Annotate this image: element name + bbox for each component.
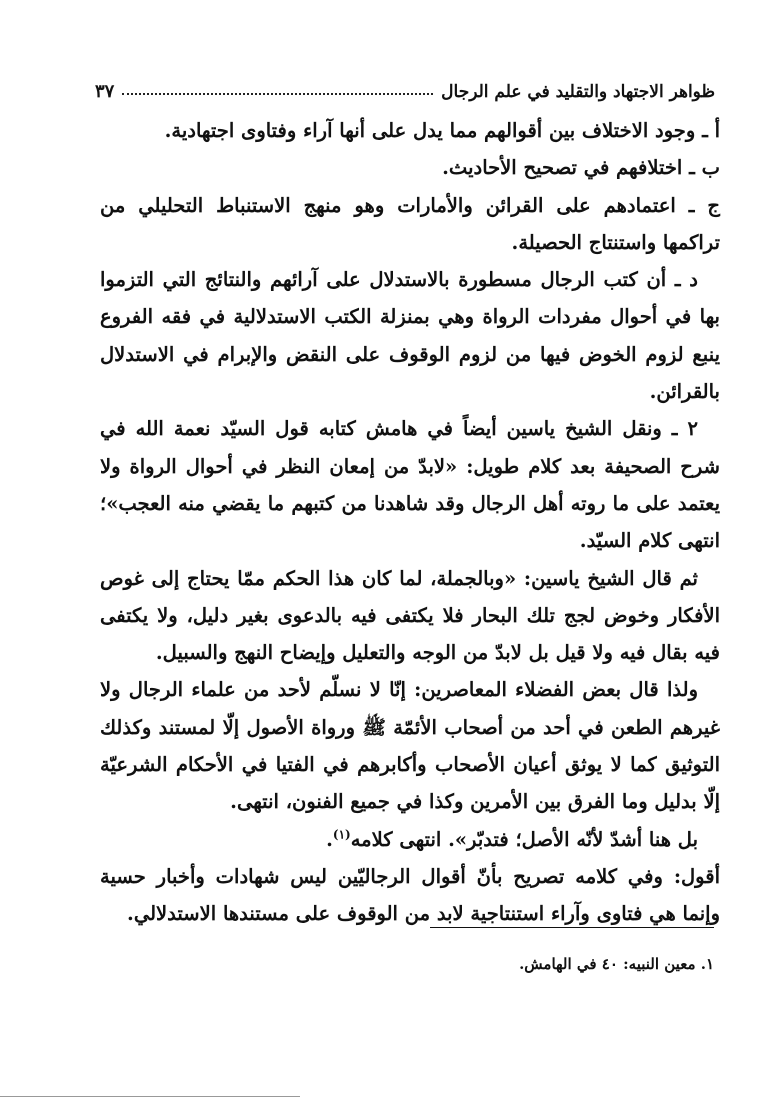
conclusion-lead: أقول: [673,864,720,888]
paragraph-closing [100,821,720,858]
paragraph-conclusion [100,858,720,933]
closing-text: بل هنا أشدّ لأنّه الأصل؛ فتدبّر». انتهى كلامه [350,827,698,851]
running-header [95,72,715,102]
main-text [100,112,720,933]
paragraph-yasin-quote: ثم قال الشيخ ياسين: «وبالجملة، لما كان هذا الحكم ممّا يحتاج إلى غوص الأفكار وخوض لجج تلك البحار فلا يكتفى فيه بالدعوى بغير دليل، ولا يكتفى فيه بقال فيه ولا قيل بل لابدّ من الوجه والتعليل وإيضاح النهج والسبيل. [100,566,720,665]
conclusion-text: وفي كلامه تصريح بأنّ أقوال الرجاليّين ليس شهادات وأخبار حسية وإنما هي فتاوى وآراء استنتاجية لابد من الوقوف على مستندها الاستدلالي. [100,864,720,926]
scan-edge-line [0,1096,300,1097]
footnote-reference[interactable]: (١) [332,827,351,842]
closing-end: . [326,827,333,851]
header-title: ظواهر الاجتهاد والتقليد في علم الرجال [441,82,715,102]
paragraph-b: ب ـ اختلافهم في تصحيح الأحاديث. [442,156,720,180]
footnote-separator [430,927,714,928]
paragraph-a: أ ـ وجود الاختلاف بين أقوالهم مما يدل على أنها آراء وفتاوى اجتهادية. [164,119,720,142]
page-number: ٣٧ [95,81,115,102]
paragraph-2: ٢ ـ ونقل الشيخ ياسين أيضاً في هامش كتابه قول السيّد نعمة الله في شرح الصحيفة بعد كلام طويل: «لابدّ من إمعان النظر في أحوال الرواة ولا يعتمد على ما روته أهل الرجال وقد شاهدنا من كتبهم ما يقضي منه العجب»؛ انتهى كلام السيّد. [100,417,720,553]
paragraph-c: ج ـ اعتمادهم على القرائن والأمارات وهو منهج الاستنباط التحليلي من تراكمها واستنتاج الحصيلة. [100,193,720,254]
footnote: ١. معين النبيه: ٤٠ في الهامش. [519,955,714,973]
paragraph-contemporaries: ولذا قال بعض الفضلاء المعاصرين: إنّا لا نسلّم لأحد من علماء الرجال ولا غيرهم الطعن في أحد من أصحاب الأئمّة ﷺ ورواة الأصول إلّا لمستند وكذلك التوثيق كما لا يوثق أعيان الأصحاب وأكابرهم في الفتيا في الأحكام الشرعيّة إلّا بدليل وما الفرق بين الأمرين وكذا في جميع الفنون، انتهى. [100,678,720,814]
paragraph-d: د ـ أن كتب الرجال مسطورة بالاستدلال على آرائهم والنتائج التي التزموا بها في أحوال مفردات الرواة وهي بمنزلة الكتب الاستدلالية في فقه الفروع ينبع لزوم الخوض فيها من لزوم الوقوف على النقض والإبرام في الاستدلال بالقرائن. [100,268,720,404]
header-leader-dots [122,92,433,95]
